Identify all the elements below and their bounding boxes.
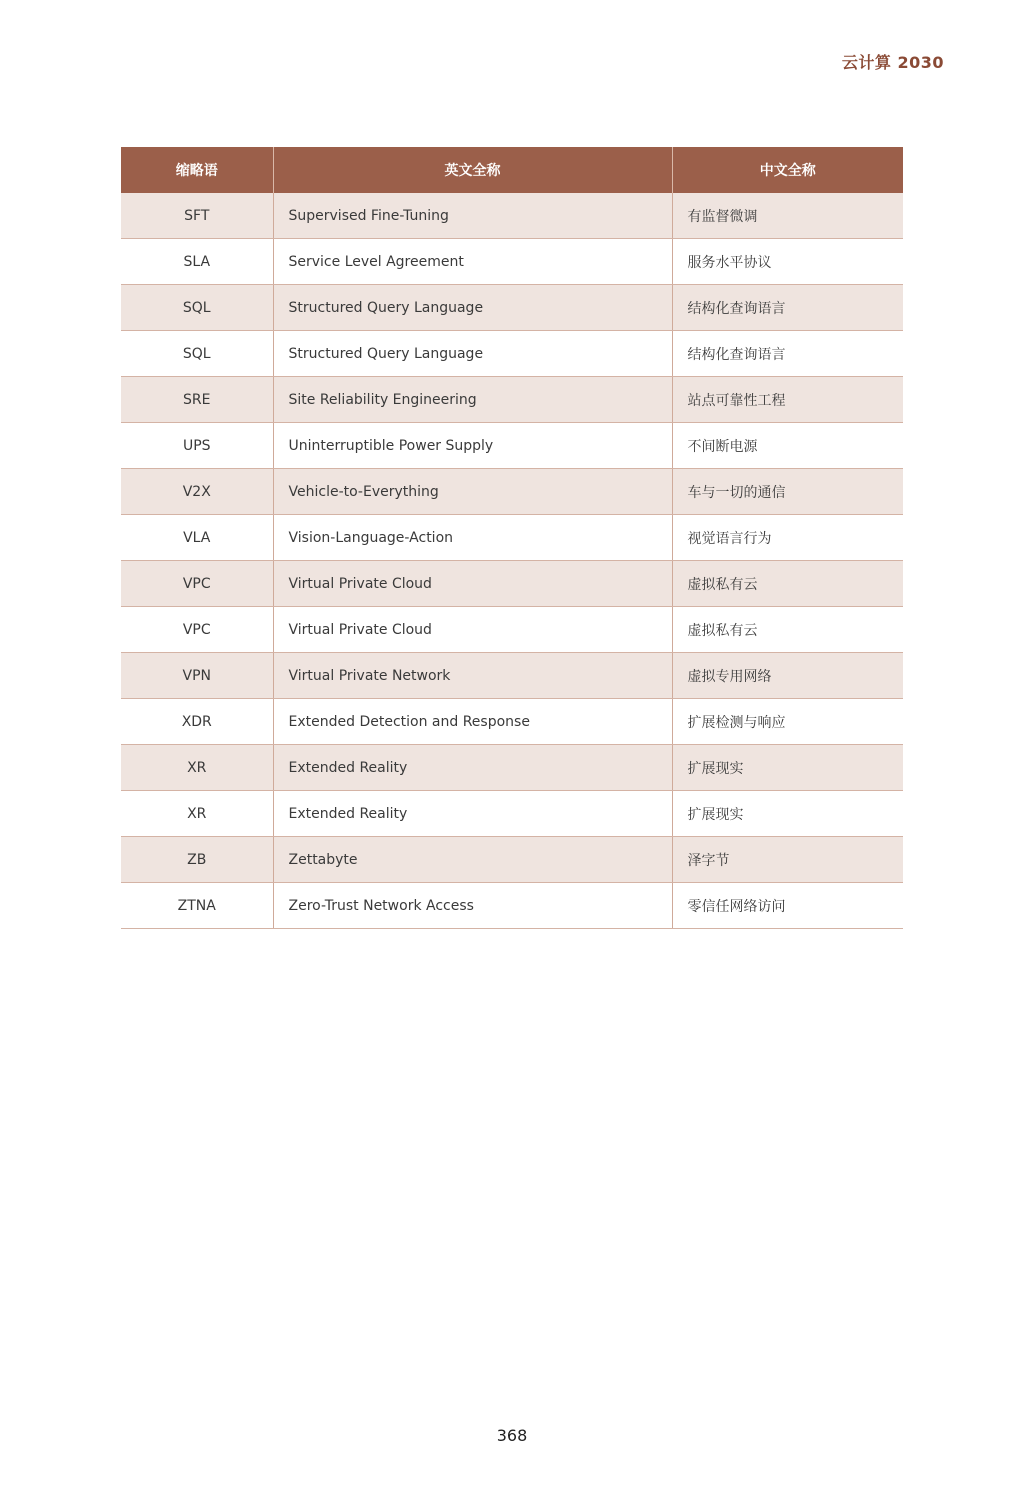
table-row: [121, 561, 903, 607]
abbreviation-cell: V2X: [121, 469, 273, 515]
table-row: [121, 745, 903, 791]
abbreviation-cell: SQL: [121, 331, 273, 377]
abbreviation-cell: ZTNA: [121, 883, 273, 929]
abbreviation-cell: XDR: [121, 699, 273, 745]
table-row: [121, 193, 903, 239]
chinese-name-cell: 有监督微调: [672, 193, 903, 239]
chinese-name-cell: 虚拟私有云: [672, 607, 903, 653]
table-row: [121, 469, 903, 515]
english-name-cell: Extended Reality: [273, 745, 672, 791]
english-name-cell: Extended Reality: [273, 791, 672, 837]
table-row: [121, 837, 903, 883]
english-name-cell: Uninterruptible Power Supply: [273, 423, 672, 469]
english-name-cell: Structured Query Language: [273, 285, 672, 331]
chinese-name-cell: 零信任网络访问: [672, 883, 903, 929]
chinese-name-cell: 车与一切的通信: [672, 469, 903, 515]
column-header-english-name: 英文全称: [273, 147, 672, 193]
english-name-cell: Zettabyte: [273, 837, 672, 883]
column-header-abbreviation: 缩略语: [121, 147, 273, 193]
table-header-row: [121, 147, 903, 193]
abbreviation-cell: SQL: [121, 285, 273, 331]
table-row: [121, 791, 903, 837]
chinese-name-cell: 扩展现实: [672, 791, 903, 837]
chinese-name-cell: 扩展检测与响应: [672, 699, 903, 745]
abbreviations-table: [121, 147, 903, 929]
table-row: [121, 377, 903, 423]
column-header-chinese-name: 中文全称: [672, 147, 903, 193]
table-row: [121, 331, 903, 377]
abbreviation-cell: SFT: [121, 193, 273, 239]
english-name-cell: Virtual Private Network: [273, 653, 672, 699]
english-name-cell: Site Reliability Engineering: [273, 377, 672, 423]
table-row: [121, 239, 903, 285]
document-header-title: 云计算 2030: [841, 53, 944, 72]
table-row: [121, 883, 903, 929]
table-row: [121, 607, 903, 653]
table-row: [121, 285, 903, 331]
english-name-cell: Vehicle-to-Everything: [273, 469, 672, 515]
chinese-name-cell: 服务水平协议: [672, 239, 903, 285]
english-name-cell: Virtual Private Cloud: [273, 561, 672, 607]
abbreviation-cell: SRE: [121, 377, 273, 423]
chinese-name-cell: 结构化查询语言: [672, 331, 903, 377]
english-name-cell: Extended Detection and Response: [273, 699, 672, 745]
english-name-cell: Vision-Language-Action: [273, 515, 672, 561]
abbreviation-cell: XR: [121, 745, 273, 791]
english-name-cell: Structured Query Language: [273, 331, 672, 377]
chinese-name-cell: 视觉语言行为: [672, 515, 903, 561]
chinese-name-cell: 结构化查询语言: [672, 285, 903, 331]
chinese-name-cell: 站点可靠性工程: [672, 377, 903, 423]
table-row: [121, 653, 903, 699]
abbreviation-cell: VPN: [121, 653, 273, 699]
chinese-name-cell: 泽字节: [672, 837, 903, 883]
abbreviation-cell: VLA: [121, 515, 273, 561]
table-body: [121, 193, 903, 929]
english-name-cell: Virtual Private Cloud: [273, 607, 672, 653]
table-row: [121, 423, 903, 469]
chinese-name-cell: 虚拟私有云: [672, 561, 903, 607]
abbreviation-cell: VPC: [121, 561, 273, 607]
abbreviation-cell: SLA: [121, 239, 273, 285]
abbreviation-cell: XR: [121, 791, 273, 837]
english-name-cell: Service Level Agreement: [273, 239, 672, 285]
abbreviation-cell: VPC: [121, 607, 273, 653]
page-number: 368: [496, 1426, 528, 1445]
chinese-name-cell: 扩展现实: [672, 745, 903, 791]
chinese-name-cell: 虚拟专用网络: [672, 653, 903, 699]
abbreviation-cell: ZB: [121, 837, 273, 883]
table-row: [121, 699, 903, 745]
table-row: [121, 515, 903, 561]
chinese-name-cell: 不间断电源: [672, 423, 903, 469]
english-name-cell: Supervised Fine-Tuning: [273, 193, 672, 239]
english-name-cell: Zero-Trust Network Access: [273, 883, 672, 929]
abbreviation-cell: UPS: [121, 423, 273, 469]
